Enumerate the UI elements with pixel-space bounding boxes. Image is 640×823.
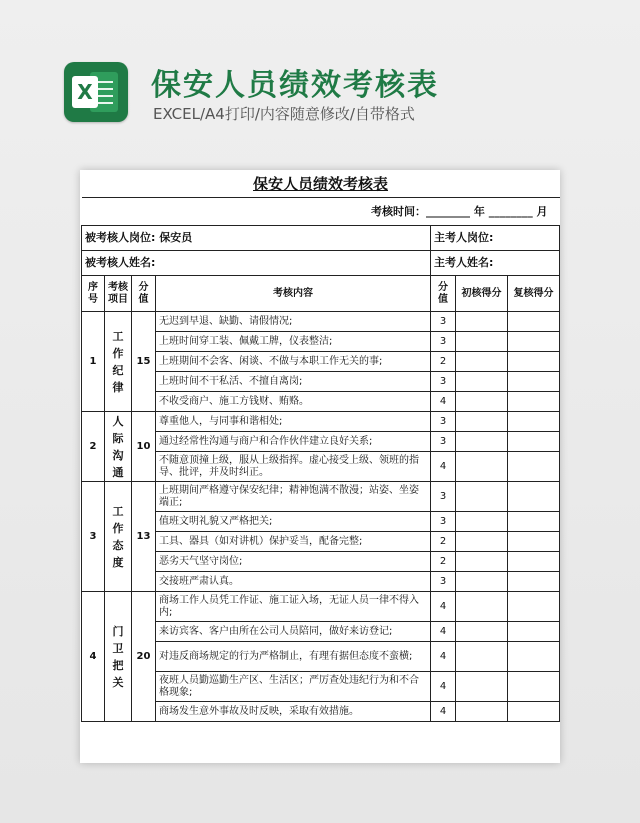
table-row <box>82 482 560 512</box>
item-text: 通过经常性沟通与商户和合作伙伴建立良好关系; <box>156 432 431 452</box>
initial-score-cell[interactable] <box>456 372 508 392</box>
header-project: 考核项目 <box>105 276 132 312</box>
item-text: 交接班严肃认真。 <box>156 572 431 592</box>
assessor-name: 主考人姓名: <box>431 251 560 276</box>
item-score: 4 <box>431 392 456 412</box>
item-score: 4 <box>431 642 456 672</box>
initial-score-cell[interactable] <box>456 312 508 332</box>
section-score: 10 <box>132 412 156 482</box>
banner <box>0 0 640 160</box>
section-name: 工作态度 <box>105 482 132 592</box>
review-score-cell[interactable] <box>508 352 560 372</box>
header-seq: 序号 <box>82 276 105 312</box>
initial-score-cell[interactable] <box>456 572 508 592</box>
header-item-score: 分值 <box>431 276 456 312</box>
item-text: 上班时间穿工装、佩戴工牌，仪表整洁; <box>156 332 431 352</box>
item-text: 对违反商场规定的行为严格制止，有理有据但态度不蛮横; <box>156 642 431 672</box>
initial-score-cell[interactable] <box>456 432 508 452</box>
initial-score-cell[interactable] <box>456 622 508 642</box>
item-score: 3 <box>431 512 456 532</box>
header-content: 考核内容 <box>156 276 431 312</box>
section-number: 1 <box>82 312 105 412</box>
item-score: 3 <box>431 332 456 352</box>
item-text: 无迟到早退、缺勤、请假情况; <box>156 312 431 332</box>
document-title: 保安人员绩效考核表 <box>82 170 560 198</box>
item-score: 4 <box>431 702 456 722</box>
item-text: 不收受商户、施工方钱财、贿赂。 <box>156 392 431 412</box>
item-text: 上班期间严格遵守保安纪律；精神饱满不散漫；站姿、坐姿端正; <box>156 482 431 512</box>
excel-logo-letter: X <box>72 76 98 108</box>
section-name: 工作纪律 <box>105 312 132 412</box>
initial-score-cell[interactable] <box>456 332 508 352</box>
item-text: 夜班人员勤巡勤生产区、生活区；严厉查处违纪行为和不合格现象; <box>156 672 431 702</box>
review-score-cell[interactable] <box>508 702 560 722</box>
review-score-cell[interactable] <box>508 482 560 512</box>
banner-subtitle: EXCEL/A4打印/内容随意修改/自带格式 <box>153 105 415 123</box>
assessed-name: 被考核人姓名: <box>82 251 431 276</box>
item-text: 尊重他人，与同事和谐相处; <box>156 412 431 432</box>
item-score: 3 <box>431 412 456 432</box>
review-score-cell[interactable] <box>508 432 560 452</box>
item-text: 工具、器具（如对讲机）保护妥当，配备完整; <box>156 532 431 552</box>
banner-title: 保安人员绩效考核表 <box>151 68 439 103</box>
item-text: 不随意顶撞上级，服从上级指挥。虚心接受上级、领班的指导、批评，并及时纠正。 <box>156 452 431 482</box>
item-score: 4 <box>431 592 456 622</box>
initial-score-cell[interactable] <box>456 482 508 512</box>
section-score: 13 <box>132 482 156 592</box>
item-text: 商场工作人员凭工作证、施工证入场，无证人员一律不得入内; <box>156 592 431 622</box>
initial-score-cell[interactable] <box>456 532 508 552</box>
item-score: 2 <box>431 352 456 372</box>
item-score: 4 <box>431 672 456 702</box>
review-score-cell[interactable] <box>508 592 560 622</box>
item-text: 恶劣天气坚守岗位; <box>156 552 431 572</box>
initial-score-cell[interactable] <box>456 512 508 532</box>
header-initial-score: 初核得分 <box>456 276 508 312</box>
item-text: 值班文明礼貌又严格把关; <box>156 512 431 532</box>
item-text: 上班期间不会客、闲谈、不做与本职工作无关的事; <box>156 352 431 372</box>
assessment-table <box>81 170 560 722</box>
item-text: 来访宾客、客户由所在公司人员陪同，做好来访登记; <box>156 622 431 642</box>
section-number: 3 <box>82 482 105 592</box>
review-score-cell[interactable] <box>508 672 560 702</box>
item-text: 商场发生意外事故及时反映，采取有效措施。 <box>156 702 431 722</box>
initial-score-cell[interactable] <box>456 452 508 482</box>
assessment-period: 考核时间：________ 年 ________ 月 <box>82 198 560 226</box>
review-score-cell[interactable] <box>508 532 560 552</box>
item-score: 3 <box>431 372 456 392</box>
review-score-cell[interactable] <box>508 332 560 352</box>
table-row <box>82 412 560 432</box>
item-score: 3 <box>431 572 456 592</box>
initial-score-cell[interactable] <box>456 672 508 702</box>
section-score: 20 <box>132 592 156 722</box>
section-number: 4 <box>82 592 105 722</box>
review-score-cell[interactable] <box>508 512 560 532</box>
section-number: 2 <box>82 412 105 482</box>
review-score-cell[interactable] <box>508 412 560 432</box>
item-score: 3 <box>431 312 456 332</box>
review-score-cell[interactable] <box>508 552 560 572</box>
header-score: 分值 <box>132 276 156 312</box>
review-score-cell[interactable] <box>508 372 560 392</box>
section-score: 15 <box>132 312 156 412</box>
review-score-cell[interactable] <box>508 622 560 642</box>
item-score: 3 <box>431 432 456 452</box>
document-page <box>80 170 560 763</box>
item-score: 4 <box>431 622 456 642</box>
item-score: 4 <box>431 452 456 482</box>
initial-score-cell[interactable] <box>456 352 508 372</box>
assessor-post: 主考人岗位: <box>431 226 560 251</box>
item-score: 2 <box>431 552 456 572</box>
table-row <box>82 592 560 622</box>
section-name: 人际沟通 <box>105 412 132 482</box>
review-score-cell[interactable] <box>508 452 560 482</box>
initial-score-cell[interactable] <box>456 642 508 672</box>
item-score: 3 <box>431 482 456 512</box>
initial-score-cell[interactable] <box>456 702 508 722</box>
initial-score-cell[interactable] <box>456 412 508 432</box>
section-name: 门卫把关 <box>105 592 132 722</box>
item-text: 上班时间不干私活、不擅自离岗; <box>156 372 431 392</box>
assessed-post: 被考核人岗位: 保安员 <box>82 226 431 251</box>
excel-logo-icon <box>64 62 128 122</box>
review-score-cell[interactable] <box>508 642 560 672</box>
item-score: 2 <box>431 532 456 552</box>
initial-score-cell[interactable] <box>456 392 508 412</box>
header-review-score: 复核得分 <box>508 276 560 312</box>
initial-score-cell[interactable] <box>456 592 508 622</box>
review-score-cell[interactable] <box>508 392 560 412</box>
review-score-cell[interactable] <box>508 572 560 592</box>
initial-score-cell[interactable] <box>456 552 508 572</box>
table-row <box>82 312 560 332</box>
review-score-cell[interactable] <box>508 312 560 332</box>
